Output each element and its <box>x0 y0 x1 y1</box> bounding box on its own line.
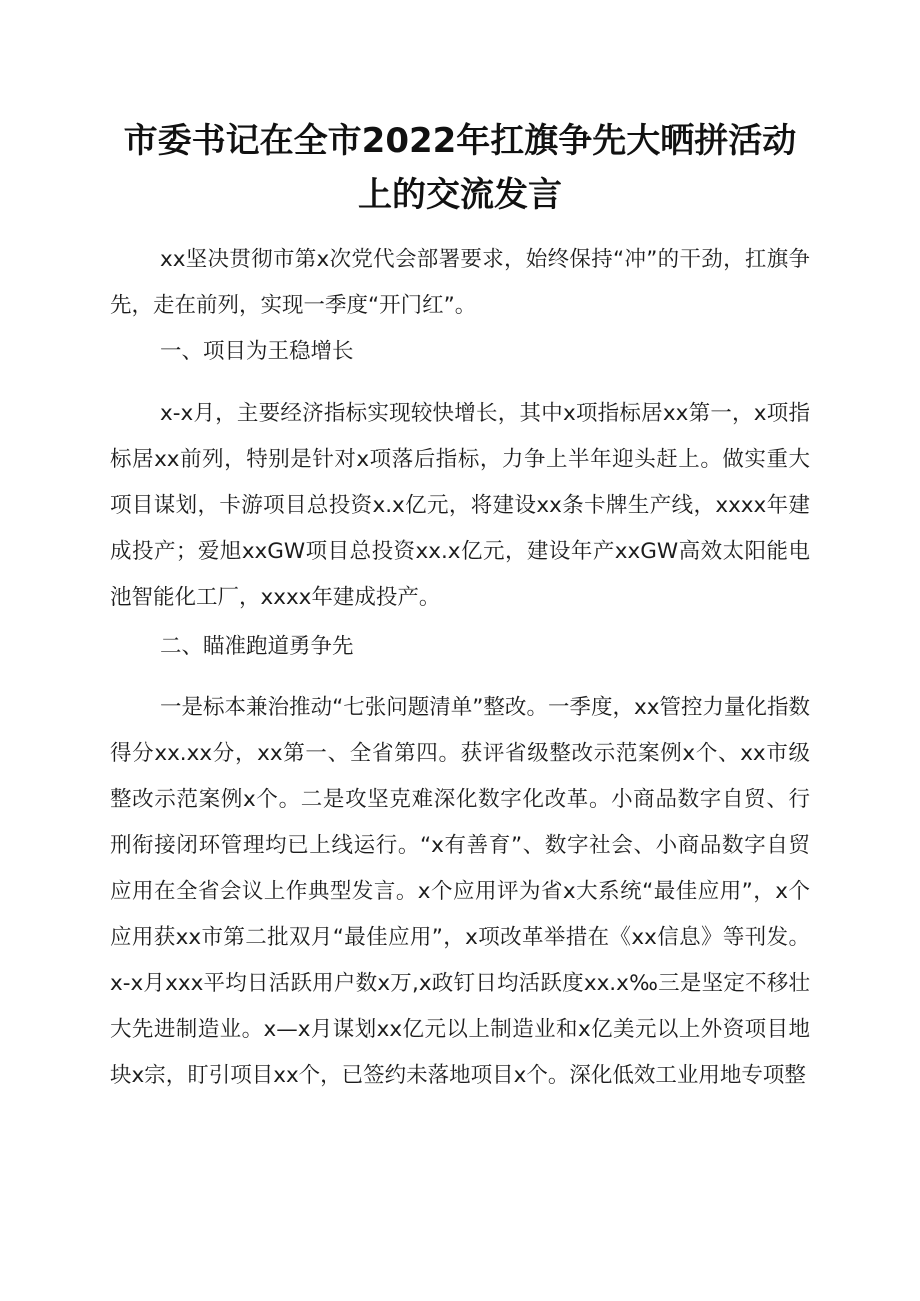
document-title-line-2: 上的交流发言 <box>358 175 562 215</box>
document-title-line-1: 市委书记在全市2022年扛旗争先大晒拼活动 <box>123 121 797 161</box>
section-2-heading: 二、瞄准跑道勇争先 <box>160 634 354 659</box>
section-1-heading: 一、项目为王稳增长 <box>160 339 354 364</box>
intro-paragraph: xx坚决贯彻市第x次党代会部署要求，始终保持“冲”的干劲，扛旗争先，走在前列，实现一季度“开门红”。 <box>110 247 810 318</box>
section-2-paragraph: 一是标本兼治推动“七张问题清单”整改。一季度，xx管控力量化指数得分xx.xx分，xx第一、全省第四。获评省级整改示范案例x个、xx市级整改示范案例x个。二是攻坚克难深化数字化改革。小商品数字自贸、行刑衔接闭环管理均已上线运行。“x有善育”、数字社会、小商品数字自贸应用在全省会议上作典型发言。x个应用评为省x大系统“最佳应用”，x个应用获xx市第二批双月“最佳应用”，x项改革举措在《xx信息》等刊发。x-x月xxx平均日活跃用户数x万,x政钉日均活跃度xx.x‰三是坚定不移壮大先进制造业。x—x月谋划xx亿元以上制造业和x亿美元以上外资项目地块x宗，盯引项目xx个，已签约未落地项目x个。深化低效工业用地专项整 <box>110 695 810 1088</box>
section-1-paragraph: x-x月，主要经济指标实现较快增长，其中x项指标居xx第一，x项指标居xx前列，特别是针对x项落后指标，力争上半年迎头赶上。做实重大项目谋划，卡游项目总投资x.x亿元，将建设xx条卡牌生产线，xxxx年建成投产；爱旭xxGW项目总投资xx.x亿元，建设年产xxGW高效太阳能电池智能化工厂，xxxx年建成投产。 <box>110 401 810 610</box>
